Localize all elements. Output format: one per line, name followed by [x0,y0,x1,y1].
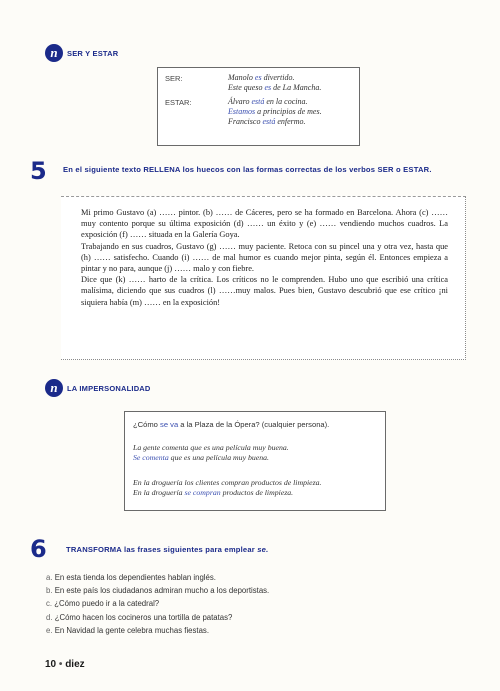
impersonal-example: Se comenta que es una película muy buena. [133,453,269,462]
ser-examples [228,73,321,92]
estar-example: Estamos a principios de mes. [228,107,322,116]
exercise-5-instruction: En el siguiente texto RELLENA los huecos con las formas correctas de los verbos SER o ESTAR. [63,165,432,174]
exercise-5-paragraph: Dice que (k) …… harto de la crítica. Los críticos no le comprenden. Hubo uno que escribió una crítica malísima, diciendo que sus cuadros (l) ……muy malos. Pues bien, Gustavo descubrió que ese crítico ¡ni siquiera había (m) …… en la exposición! [81,275,448,307]
exercise-5-paragraph: Mi primo Gustavo (a) …… pintor. (b) …… de Cáceres, pero se ha formado en Barcelona. Ahora (c) …… muy contento porque su última exposición (d) …… un éxito y (e) …… vendiendo muchos cuadros. La exposición (f) …… situada en la Galería Goya. [81,208,448,240]
section-badge-icon: n [45,44,63,62]
page-word: diez [65,659,85,670]
page-number: 10 [45,659,57,670]
impersonal-example-pair [133,443,289,463]
list-item: c. ¿Cómo puedo ir a la catedral? [46,599,160,609]
exercise-5-text [81,207,448,308]
ser-estar-box [157,67,360,146]
impersonalidad-box [124,411,386,511]
exercise-6-instruction: TRANSFORMA las frases siguientes para emplear se. [66,545,269,554]
estar-example: Francisco está enfermo. [228,117,306,126]
impersonal-example-pair [133,478,322,498]
exercise-6-number: 6 [30,535,47,563]
exercise-5-paragraph: Trabajando en sus cuadros, Gustavo (g) …… muy paciente. Retoca con su pincel una y otra vez, hasta que (h) …… satisfecho. Cuando (i) …… de mal humor es cuando mejor pinta, según él. Entonces empieza a pintar y no para, aunque (j) …… malo y con fiebre. [81,241,448,274]
section-badge-icon: n [45,379,63,397]
impersonal-example: En la droguería se compran productos de limpieza. [133,488,294,497]
list-item: d. ¿Cómo hacen los cocineros una tortilla de patatas? [46,612,233,622]
footer-bullet: • [58,659,63,670]
impersonal-example: La gente comenta que es una película muy buena. [133,443,289,452]
list-item: e. En Navidad la gente celebra muchas fiestas. [46,625,209,635]
ser-example: Este queso es de La Mancha. [228,82,322,92]
list-item: a. En esta tienda los dependientes hablan inglés. [46,573,216,582]
section-title-ser-estar: SER Y ESTAR [67,49,119,58]
estar-label: ESTAR: [165,98,192,107]
page-footer [45,659,85,670]
estar-example: Álvaro está en la cocina. [228,97,308,106]
exercise-6-list [46,571,269,637]
exercise-5-text-panel [61,196,466,360]
estar-examples [228,97,322,127]
impersonal-example: En la droguería los clientes compran productos de limpieza. [133,478,322,487]
impersonal-question: ¿Cómo se va a la Plaza de la Ópera? (cualquier persona). [133,420,330,429]
ser-label: SER: [165,74,183,83]
section-title-impersonalidad: LA IMPERSONALIDAD [67,384,151,393]
exercise-5-number: 5 [30,157,47,185]
list-item: b. En este país los ciudadanos admiran mucho a los deportistas. [46,586,270,596]
ser-example: Manolo es divertido. [228,73,295,82]
